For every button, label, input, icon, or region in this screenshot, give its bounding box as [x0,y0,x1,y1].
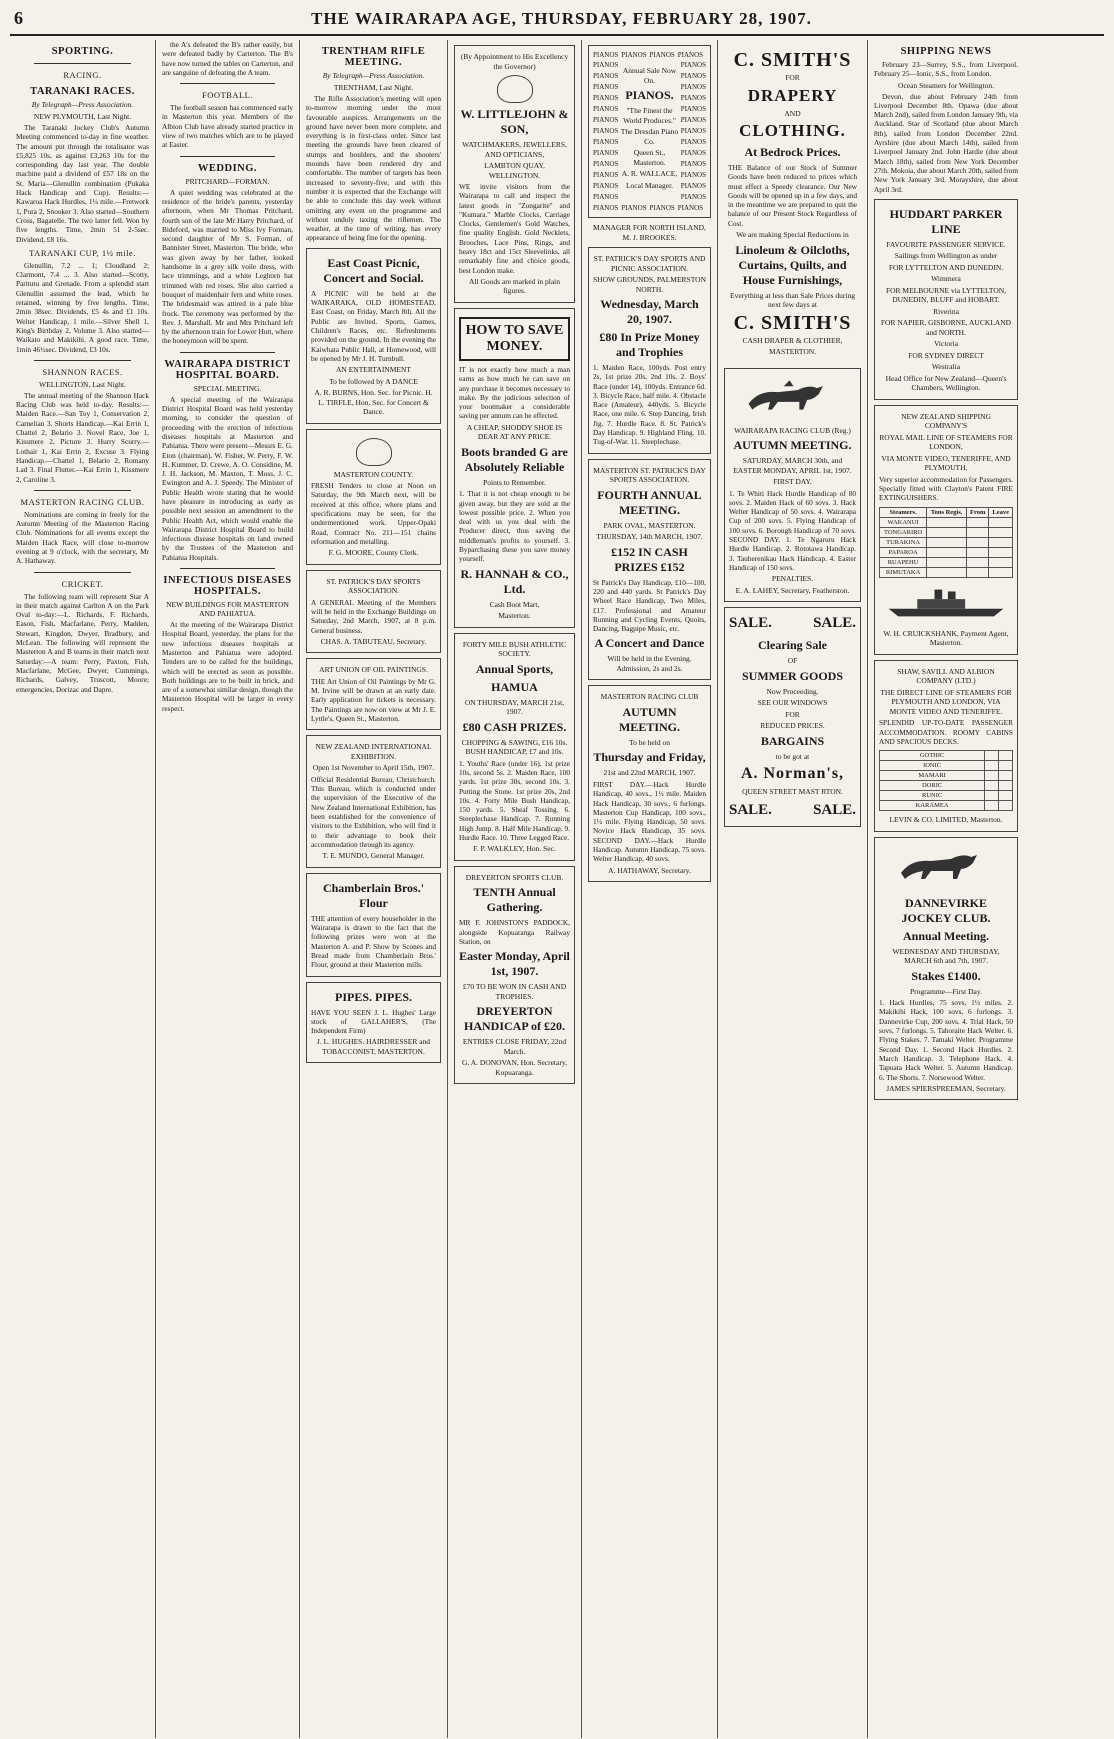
byline: By Telegraph—Press Association. [322,71,425,80]
ad-title: HOW TO SAVE MONEY. [459,317,570,361]
ad-title: HUDDART PARKER LINE [889,206,1003,236]
ad-concert-sub: Will be held in the Evening. Admission, 2s and 2s. [607,654,692,673]
ad-got: to be got at [775,751,810,761]
column-3 [300,40,448,1738]
article-body: The annual meeting of the Shannon Hack Racing Club was held to-day. Results:—Maiden Race.—San Toy 1, Conservation 2, Carnelian 3. Shorts Handicap.—Kai Errin 1, Chattel 2, Belario 3. Novel Race, Joe 1, Kissmere 2, Picture 3. Hurry Scurry.—Lothair 1, Kai Errin 2, Excuse 3. Flying Handicap.—Chattel 1, Belario 2, Romany Lad 3. Final Flutter.—Kai Errin 1, Kissmere 2, Caroline 3. [16,390,149,484]
pianos-word: PIANOS [649,51,675,59]
ad-body: HAVE YOU SEEN J. L. Hughes' Large stock of GALLAHER'S, (The Independent Firm) [311,1007,436,1036]
divider [180,352,275,353]
section-sporting: SPORTING. [51,46,114,57]
ad-signature: E. A. LAHEY, Secretary, Featherston. [735,585,850,595]
wairarapa-racing-ad [724,368,861,603]
ad-date: Wednesday, March 20, 1907. [600,297,699,326]
pianos-word: PIANOS [593,61,619,69]
racehorse-icon [879,845,1013,885]
ad-sub: DREYERTON HANDICAP of £20. [464,1004,565,1034]
ad-first-day: FIRST DAY. [773,477,812,487]
ad-agent: A. R. WALLACE, [621,169,678,178]
ad-tagline: "The Finest the World Produces." [623,106,676,125]
ad-body: WE invite visitors from the Wairarapa to call and inspect the latest goods in "Zongarite" and "Kumara." Marble Clocks, Carriage Clocks, Gentlemen's Gold Watches, fine quality English. Gold Necklets, Brooches, Lace Pins, Rings, and heavy 18ct and 15ct Sleevelinks, all remarkably fine and choice goods, best London make. [459,182,570,275]
pianos-word: PIANOS [593,116,619,124]
infectious-subtitle: NEW BUILDINGS FOR MASTERTON AND PAHIATUA. [166,600,289,619]
ad-title: PIPES. PIPES. [334,989,412,1004]
ad-sub: CHOPPING & SAWING, £16 10s. BUSH HANDICAP, £7 and 10s. [461,737,568,757]
ship-name: TONGARIRO [880,527,927,537]
ad-lino-sub: Everything at less than Sale Prices during next few days at [730,290,855,310]
route: FOR MELBOURNE via LYTTELTON, DUNEDIN, BLUFF and HOBART. [885,285,1007,305]
ship-name: GOTHIC [880,751,985,761]
ship-name: Riverina [933,306,959,316]
ad-title: ST. PATRICK'S DAY SPORTS AND PICNIC ASSOCIATION. [593,254,706,273]
ad-for: FOR [785,709,800,719]
pianos-word: PIANOS [593,160,619,168]
pianos-word: PIANOS [680,72,706,80]
ad-title: NEW ZEALAND INTERNATIONAL EXHIBITION. [315,742,432,761]
ad-signature: T. E. MUNDO, General Manager. [322,851,425,861]
ad-town: MASTERTON. [768,347,817,357]
pianos-word: PIANOS [593,105,619,113]
shipping-title: SHIPPING NEWS [900,46,992,57]
ad-title: W. LITTLEJOHN & SON, [460,107,569,136]
ad-signature: F. G. MOORE, County Clerk. [328,548,419,558]
table-header: From [967,507,989,517]
byline: By Telegraph—Press Association. [31,100,134,109]
dannevirke-ad [874,837,1018,1101]
divider [180,83,275,84]
ad-now: Now Proceeding. [766,686,819,696]
ship-name: Wimmera [931,274,961,284]
pianos-word: PIANOS [593,149,619,157]
column-2 [156,40,300,1738]
ad-close: ENTRIES CLOSE FRIDAY, 22nd March. [462,1037,567,1056]
table-row [880,547,1013,557]
st-patricks-ad [306,570,441,654]
ad-prices: At Bedrock Prices. [744,145,841,159]
pianos-word: PIANOS [593,127,619,135]
dateline: NEW PLYMOUTH, Last Night. [33,112,132,121]
ad-prizes: £70 TO BE WON IN CASH AND TROPHIES. [462,982,567,1001]
article-body: A special meeting of the Wairarapa District Hospital Board was held yesterday morning, to consider the question of proceeding with the erection of infectious diseases hospitals at Masterton and Pahiatua. There were present—Messrs E. G. Eton (chairman), W. Fisher, W. Perry, F. W. H. Kummer, D. Crewe, A. O. Considine, M. J. H. Jackson, M. Maxton, T. Moss, J. C. Ewington and A. J. Speedy. The Minister of Public Health wrote stating that he would have pleasure in introducing as early as possible next session an amendment to the Public Health Act, which would enable the Wairarapa District Hospital Board to build infectious disease hospitals on land owned by the Trustees of the Masterton and Pahiatua Hospitals. [162,394,293,562]
ad-points-head: Points to Remember. [483,477,546,487]
ad-sub: TENTH Annual Gathering. [473,885,556,915]
ship-name: RIMUTAKA [880,567,927,577]
ad-title: ART UNION OF OIL PAINTINGS. [319,665,428,675]
ad-title: PIANOS. [625,88,674,102]
steamers-table [879,507,1013,578]
ship-name: RUAPEHU [880,557,927,567]
ad-points: 1. That it is not cheap enough to be given away, but they are sold at the lowest possible price. 2. When you deal with us you deal with the Producer direct, thus saving the middleman's profits to yourself. 3. Byparchasing these you save money yourself. [459,489,570,564]
route: FOR NAPIER, GISBORNE, AUCKLAND and NORTH. [880,318,1012,337]
ad-place: HAMUA [491,679,538,694]
hospital-subtitle: SPECIAL MEETING. [193,383,262,393]
art-union-ad [306,658,441,730]
pianos-word: PIANOS [680,116,706,124]
dateline: TRENTHAM, Last Night. [333,83,414,92]
ad-title: NEW ZEALAND SHIPPING COMPANY'S [901,411,991,431]
table-header: Steamers. [880,507,927,517]
ad-trade: WATCHMAKERS, JEWELLERS, AND OPTICIANS, [462,140,567,159]
ad-appointment: (By Appointment to His Excellency the Governor) [460,52,569,71]
wedding-title: WEDDING. [197,162,258,174]
article-body: Nominations are coming in freely for the Autumn Meeting of the Masterton Racing Club. Nominations for all events except the Maiden Hack Race, will close to-morrow evening at 9 o'clock, with the secretary, Mr A. Hathaway. [16,509,149,566]
nz-shipping-ad [874,405,1018,655]
article-body: A quiet wedding was celebrated at the residence of the bride's parents, yesterday afternoon, when Mr Thomas Pritchard, fourth son of the late Mr Harry Pritchard, of Bideford, was married to Miss Ivy Forman, second daughter of Mr S. Forman, of Bannister Street, Masterton. The bride, who was given away by her father, looked handsome in a grey silk voile dress, with lace trimmings, and a white Leghorn hat trimmed with red roses. She also carried a bouquet of maidenhair fern and white roses. The bridesmaid was attired in a pale blue frock. The ceremony was performed by the Rev. J. Marshall. Mr and Mrs Pritchard left by the afternoon train for Lower Hutt, where the honeymoon will be spent. [162,187,293,346]
ad-stakes: Stakes £1400. [911,968,981,983]
ship-name: MAMARI [880,771,985,781]
table-row [880,567,1013,577]
pianos-word: PIANOS [621,204,647,212]
ad-title: WAIRARAPA RACING CLUB (Reg.) [734,425,851,435]
pianos-word: PIANOS [680,105,706,113]
divider [34,572,131,573]
ad-footer: All Goods are marked in plain figures. [468,276,561,296]
ship-name: PAPAROA [880,547,927,557]
ad-title: DREYERTON SPORTS CLUB. [465,872,564,882]
ship-name: Victoria [933,339,959,349]
ad-body: Very superior accommodation for Passengers. Specially fitted with Clayton's Patent FIRE EXTINGUISHERS. [879,474,1013,503]
ships-table [879,750,1013,811]
pianos-word: PIANOS [680,94,706,102]
steamship-icon [879,585,1013,619]
table-row [880,781,1013,791]
ad-place: PARK OVAL, MASTERTON. [603,520,696,530]
ad-title: DANNEVIRKE JOCKEY CLUB. [901,895,991,925]
pianos-word: PIANOS [593,72,619,80]
table-row [880,771,1013,781]
ad-body: Official Residential Bureau, Christchurch. This Bureau, which is conducted under the supervision of the Executive of the New Zealand International Exhibition, has been established for the convenience of visitors to the Exhibition, who will find it to their advantage to book their accommodation through its agency. [311,774,436,849]
hospital-title: WAIRARAPA DISTRICT HOSPITAL BOARD. [164,358,291,381]
ad-office: Head Office for New Zealand—Queen's Chambers, Wellington. [885,373,1007,393]
ad-title: MASTERTON ST. PATRICK'S DAY SPORTS ASSOCIATION. [593,465,706,485]
ship-name: TURAKINA [880,537,927,547]
route: FOR SYDNEY DIRECT [908,350,984,360]
article-body: Glenullin, 7.2 ... 1; Cloudland 2; Clarmont, 7.4 ... 3. Also started—Scotty, Paritutu and Grenade. From a splendid start Glenullin assumed the lead, which he retained, winning by five lengths. Time, 2min 38sec. Dividends, £5 4s and £1 10s. Welter Handicap, 1 mile.—Silver Shell 1, King's Birthday 2, Volume 3. Also started—Waikato and Makikihi. A good race. Time, 1min 46½sec. Dividend, £3 10s. [16,260,149,354]
wedding-subtitle: PRITCHARD—FORMAN. [185,176,270,186]
column-1 [10,40,156,1738]
ad-signature: F. P. WALKLEY, Hon. Sec. [473,844,556,854]
ad-body: 1. Te Whiti Hack Hurdle Handicap of 80 sovs. 2. Maiden Hack of 60 sovs. 3. Hack Welter Handicap of 50 sovs. 4. Wairarapa Cup of 200 sovs. 5. Flying Handicap of 100 sovs. 6. Borough Handicap of 70 sovs. SECOND DAY. 1. Te Ngaruru Hack Hurdle Handicap. 2. Rototawa Handicap. 3. Tauherenikau Hack Handicap. 4. Easter Handicap of 150 sovs. [729,488,856,572]
table-row [880,557,1013,567]
forty-mile-ad [454,633,575,861]
ad-sub: Annual Meeting. [902,928,989,943]
taranaki-title: TARANAKI RACES. [30,86,135,97]
infectious-title: INFECTIOUS DISEASES HOSPITALS. [163,575,292,598]
ad-sub: Open 1st November to April 15th, 1907. [312,763,435,773]
ad-subtitle: Boots branded G are Absolutely Reliable [461,444,568,474]
ad-company: The Dresdan Piano Co. [620,127,679,146]
football-title: FOOTBALL. [201,90,253,101]
ad-signature: CHAS. A. TABUTEAU, Secretary. [320,636,427,646]
flour-ad [306,873,441,977]
ad-ground: SHOW GROUNDS, PALMERSTON NORTH. [593,275,707,294]
picnic-ad [306,248,441,424]
masterton-racing-ad [588,685,711,882]
article-body: the A's defeated the B's rather easily, but were defeated badly by Carterton. The B's have now turned the tables on Carterton, and are sanguine of defeating the A team. [162,40,293,77]
article-body: The football season has commenced early in Masterton this year. Members of the Albion Club have already started practice in view of two matches which are to be played at Easter. [162,103,293,150]
ad-sub: AUTUMN MEETING. [618,704,680,734]
ad-date: Thursday and Friday, [593,750,706,765]
ad-body: 1. Youths' Race (under 16). 1st prize 10s, second 5s. 2. Maiden Race, 100 yards. 1st prize 30s, second 10s. 3. Putting the Stone. 1st prize 20s, 2nd 10s. 4. Forty Mile Bush Handicap, 150 yards. 5. Sheaf Tossing. 6. Steeplechase Handicap. 7. Running High Jump. 8. Half Mile Handicap. 9. Hurdle Race. 10. Three Legged Race. [459,758,570,842]
pianos-word: PIANOS [680,83,706,91]
ad-title: ST. PATRICK'S DAY SPORTS ASSOCIATION. [326,576,421,596]
norman-sale-ad [724,607,861,827]
racing-heading: RACING. [63,70,102,80]
ad-firm-town: Masterton. [498,611,531,621]
ad-prizes: £152 IN CASH PRIZES £152 [611,544,688,574]
column-6 [718,40,868,1738]
ad-body: THE Art Union of Oil Paintings by Mr G. M. Irvine will be drawn at an early date. Early application for tickets is necessary. The Paintings are now on view at Mr J. E. Lyttle's, Queen St., Masterton. [311,676,436,724]
shipping-body: February 23—Surrey, S.S., from Liverpool. February 25—Ionic, S.S., from London. [874,60,1018,79]
shaw-savill-ad [874,660,1018,832]
page-number: 6 [14,8,23,28]
ad-street: Queen St., Masterton. [633,148,666,167]
table-header-row [880,507,1013,517]
table-row [880,537,1013,547]
pianos-word: PIANOS [593,193,619,201]
ad-reductions: We are making Special Reductions in [736,230,849,240]
ad-signature: JAMES SPIERSPREEMAN, Secretary. [886,1083,1006,1093]
ad-body: MR F. JOHNSTON'S PADDOCK, alongside Kopuaranga Railway Station, on [459,918,570,946]
table-row [880,801,1013,811]
ship-name: WAKANUI [880,517,927,527]
ad-date: Easter Monday, April 1st, 1907. [459,949,570,979]
masthead-title: THE WAIRARAPA AGE, THURSDAY, FEBRUARY 28, 1907. [311,9,812,28]
ad-sub: AUTUMN MEETING. [733,438,852,453]
pianos-border-bottom [593,203,706,213]
dreyerton-ad [454,866,575,1084]
ad-address: LAMBTON QUAY, WELLINGTON. [484,161,545,180]
ad-body: FRESH Tenders to close at Noon on Saturday, the 9th March next, will be received at this office, where plans and specifications may be seen, for the undermentioned work. Upper-Opaki Road, Contract No. 211—151 chains reformation and metalling. [311,481,436,546]
smith-drapery-ad [724,45,861,363]
ad-bargains: BARGAINS [760,733,825,748]
ad-concert: A Concert and Dance [594,636,705,651]
article-body: The Rifle Association's meeting will open to-morrow morning under the most favourable auspices. Arrangements on the ground have never been more complete, and everything is in first-class order. Since last meeting the grounds have been cleared of stumps and boulders, and the shooters' mounds have been rendered dry and comfortable. The number of targets has been increased to seventy-five, and with this number it is expected that the Exchange will be able to conclude this day week without omitting any event on the programme and without unduly taxing the riflemen. The weather, at the time of writing, has every appearance of being fine for the opening. [306,94,441,243]
sale-row [729,799,856,822]
ad-penalties: PENALTIES. [771,574,814,584]
racehorse-icon [729,376,856,416]
ad-body: St Patrick's Day Handicap, £10—100, 220 and 440 yards. St Patrick's Day Wheel Race Handicap, Two Miles, £17. Professional and Amateur Running and Cycling Events, Quoits, Dancing, Bagpipe Music, etc. [593,577,706,634]
ship-name: IONIC [880,761,985,771]
ad-signature: J. L. HUGHES. HAIRDRESSER and TOBACCONIST, MASTERTON. [316,1037,431,1056]
article-body: At the meeting of the Wairarapa District Hospital Board, yesterday, the plans for the new infectious diseases hospitals at Masterton and Pahiatua were adopted. Tenders are to be called for the buildings, which will be erected as soon as possible. Both buildings are to be built in brick, and are of a somewhat similar design, though the Masterton Hospital will be larger in every respect. [162,620,293,713]
pianos-side-right [681,60,706,203]
ad-clothing: CLOTHING. [739,121,846,140]
taranaki-cup-title: TARANAKI CUP, 1½ mile. [29,247,136,258]
pipes-ad [306,982,441,1064]
ad-sub: AN ENTERTAINMENT [336,365,411,375]
shipping-list: Devon, due about February 24th from Liverpool December 8th. Opawa (due about March 2nd), sailed from London January 9th, via Auckland. Star of Scotland (due about March 8th), sailed from London December 22nd. Ayrshire (due about March 14th), sailed from Liverpool January 2nd. John Hardie (due about March 18th), sailed from New York December 27th. Mokoia, due about March 20th, sailed from New York January 3rd. Morayshire, due about April 3rd. [874,91,1018,194]
table-row [880,761,1013,771]
pianos-word: PIANOS [680,138,706,146]
pianos-word: PIANOS [621,51,647,59]
ad-sub: FAVOURITE PASSENGER SERVICE. [886,239,1006,249]
table-header: Tons Regis. [927,507,967,517]
article-body: The Taranaki Jockey Club's Autumn Meeting commenced to-day in fine weather. The amount put through the totalisator was £5,825 10s, as against £3,263 10s for the corresponding day last year. The double machine paid a dividend of £57 18s on the St. Maria—Glenullin combination (Pukaka Hack Handicap and Cup). Results:—Kawaroa Hack Hurdles, 1¼ mile.—Fretwork 1, Pura 2, Snooker 3. Also started—Southern Cross, Bagatelle. The two latter fell. Won by five lengths. Time, 2min 51 2-5sec. Dividend, £8 16s. [16,123,149,244]
sale-word: SALE. [729,615,772,632]
dateline: WELLINGTON, Last Night. [39,379,126,389]
save-money-ad [454,308,575,628]
divider [34,63,131,64]
manager-line: MANAGER FOR NORTH ISLAND, M. J. BROOKES. [593,223,706,242]
pianos-word: PIANOS [593,171,619,179]
pianos-ad [588,45,711,218]
ad-prizes: £80 CASH PRIZES. [462,719,567,734]
pianos-word: PIANOS [680,149,706,157]
divider [34,490,131,491]
pianos-side-left [593,60,618,203]
ad-body: 1. Hack Hurdles, 75 sovs, 1½ miles. 2. Makikihi Hack, 100 sovs, 6 furlongs. 3. Dannevirke Cup, 200 sovs. 4. Trial Hack, 50 sovs, 7 furlongs. 5. Tahoraite Hack Welter. 6. Flying Stakes. 7. Tamaki Welter. Programme Second Day. 1. Second Hack Hurdles. 2. March Handicap. 3. Telephone Hack. 4. Tapuata Hack Welter. 5. Autumn Handicap. 6. The Shorts. 7. Norsewood Welter. [879,998,1013,1082]
pianos-word: PIANOS [593,138,619,146]
pianos-word: PIANOS [680,182,706,190]
pianos-border-top [593,50,706,60]
ad-date2: 21st and 22nd MARCH, 1907. [603,768,696,778]
masterton-sports-ad [588,459,711,681]
article-body: The following team will represent Star A in their match against Carlton A on the Park Oval to-day:—L. Richards, F. Richards, Eason, Fish, Macfarlane, Perry, Madden, Stewart, Kingdon, Dwyer, Bradbury, and McLean. The following will represent the Masterton A and B teams in their match next Saturday:—A team: Perry, Paxton, Fish, Macfarlane, McGee, Dwyer, Cummings, Richards, Galvey, Truscott, Moore; emergencies, Dorizac and Dapre. [16,591,149,694]
route: FOR LYTTELTON AND DUNEDIN. [888,262,1004,272]
ad-clearing: Clearing Sale [758,638,827,653]
pianos-word: PIANOS [677,204,704,212]
ad-via: VIA MONTE VIDEO, TENERIFFE, AND PLYMOUTH. [881,453,1011,473]
ad-and: AND [784,108,801,118]
ad-agent-title: Local Manager. [625,180,674,190]
ad-slogan: A CHEAP, SHODDY SHOE IS DEAR AT ANY PRICE. [466,422,563,442]
divider [34,360,131,361]
ad-body: SPLENDID UP-TO-DATE PASSENGER ACCOMMODATION. ROOMY CABINS AND SPACIOUS DECKS. [879,718,1013,746]
ad-title: MASTERTON RACING CLUB [600,692,699,702]
pianos-word: PIANOS [593,51,619,59]
columns [10,40,1104,1738]
pianos-word: PIANOS [649,204,675,212]
pianos-word: PIANOS [677,51,704,59]
pianos-word: PIANOS [680,127,706,135]
ad-signature: A. R. BURNS, Hon. Sec. for Picnic. H. L. TIRFLE, Hon. Sec. for Concert & Dance. [314,388,433,417]
masthead [10,6,1104,36]
ad-head: Annual Sports, [475,661,554,676]
ad-firm-sub: Cash Boot Mart, [489,599,540,609]
pianos-word: PIANOS [593,182,619,190]
shannon-title: SHANNON RACES. [42,366,123,377]
ad-date: ON THURSDAY, MARCH 21st, 1907. [464,697,565,717]
ship-name: Westralia [931,362,961,372]
ad-annual: Annual Sale Now On. [622,66,677,85]
ad-body: A GENERAL Meeting of the Members will be held in the Exchange Buildings on Saturday, 2nd March, 1907, at 8 p.m. General business. [311,597,436,635]
ad-firm: R. HANNAH & CO., Ltd. [460,566,569,596]
pianos-word: PIANOS [593,94,619,102]
pianos-word: PIANOS [680,171,706,179]
rifle-title: TRENTHAM RIFLE MEETING. [321,46,426,68]
ad-body: IT is not exactly how much a man earns as how much he can save on any purchase it becomes necessary to make. By the judicious selection of your bootmaker a considerable saving per annum can be effected. [459,364,570,421]
sale-word: SALE. [729,801,772,818]
ad-trade: CASH DRAPER & CLOTHIER, [742,335,843,345]
pianos-body [593,60,706,203]
ad-sub: To be followed by A DANCE [329,376,418,386]
ad-body: 1. Maiden Race, 100yds. Post entry 2s, 1st prize 20s, 2nd 10s. 2. Boys' Race (under 14), 100yds. Entrance 6d. 3. Bicycle Race, half mile. 4. Obstacle Race (Amateur), 440yds. 5. Bicycle Race, one mile. 6. Step Dancing, Irish Jig. 7. Hurdle Race. 8. St. Patrick's Day Handicap. 9. Highland Fling. 10. Tug-of-War. 11. Steeplechase. [593,363,706,447]
ad-sub: ROYAL MAIL LINE OF STEAMERS FOR LONDON, [879,432,1013,452]
ad-title: FORTY MILE BUSH ATHLETIC SOCIETY. [462,639,567,659]
ad-sub: FOURTH ANNUAL MEETING. [597,487,702,517]
column-4 [448,40,582,1738]
ad-agent: W. H. CRUICKSHANK, Payment Agent, Masterton. [883,628,1009,648]
ad-title: C. SMITH'S [733,311,852,334]
sale-row [729,612,856,635]
ad-program: Programme—First Day. [909,986,982,996]
ad-signature: G. A. DONOVAN, Hon. Secretary, Kopuaranga. [462,1058,567,1077]
ship-name: KARAMEA [880,801,985,811]
pianos-word: PIANOS [680,193,706,201]
county-title: MASTERTON COUNTY. [333,469,414,479]
ad-prize: £80 In Prize Money and Trophies [599,330,700,359]
ad-held: To be held on [629,737,670,747]
ad-title: SHAW, SAVILL AND ALBION COMPANY (LTD.) [897,666,995,686]
pianos-word: PIANOS [680,160,706,168]
pianos-center [618,60,680,203]
ad-body: THE Balance of our Stock of Summer Goods have been reduced to prices which must effect a Speedy clearance. Our New Goods will be opened up in a few days, and in the meantime we are prepared to quit the balance of our Present Stock Regardless of Cost. [728,163,857,228]
shipping-sub: Ocean Steamers for Wellington. [898,80,994,90]
crest-icon [356,438,392,466]
st-patricks-sports-ad [588,247,711,454]
ad-reduced: REDUCED PRICES. [760,721,825,731]
ad-date: THURSDAY, 14th MARCH, 1907. [596,532,703,542]
pianos-word: PIANOS [593,204,619,212]
ad-agent: LEVIN & CO. LIMITED, Masterton. [889,815,1003,825]
ad-lino: Linoleum & Oilcloths, Curtains, Quilts, and House Furnishings, [735,242,850,287]
ad-sub: THE DIRECT LINE OF STEAMERS FOR PLYMOUTH AND LONDON, VIA MONTE VIDEO AND TENERIFFE. [880,687,1012,716]
table-header: Leave [989,507,1013,517]
ad-body: THE attention of every householder in the Wairarapa is drawn to the fact that the following prizes were won at the Masterton A. and P. Show by Scones and Bread made from Chamberlain Bros.' Flour, ground at their Masterton mills. [311,913,436,970]
column-7 [868,40,1024,1738]
ad-street: QUEEN STREET MAST RTON. [742,787,843,797]
pianos-word: PIANOS [680,61,706,69]
littlejohn-ad [454,45,575,303]
ad-date: WEDNESDAY AND THURSDAY, MARCH 6th and 7th, 1907. [892,946,1000,966]
divider [180,156,275,157]
cricket-title: CRICKET. [61,578,104,589]
royal-crest-icon [497,75,533,103]
sale-word: SALE. [813,801,856,818]
column-5 [582,40,718,1738]
exhibition-ad [306,735,441,867]
ad-summer: SUMMER GOODS [741,668,843,683]
ad-for: FOR [785,73,800,82]
ad-drapery: DRAPERY [747,85,838,105]
ad-body: A PICNIC will be held at the WAIKARAKA, OLD HOMESTEAD, East Coast, on Friday, March 8th. All the Public are Invited. Sports, Games, Children's Races, etc. Refreshments provided on the ground. In the evening the Kaiwhata Public Hall, at Homewood, will be opened by Mr J. H. Turnbull. [311,288,436,363]
ad-sailings: Sailings from Wellington as under [894,251,998,261]
picnic-title: East Coast Picnic, Concert and Social. [323,255,424,285]
ad-title: C. SMITH'S [733,49,852,71]
ad-body: FIRST DAY.—Hack Hurdle Handicap, 40 sovs., 1½ mile. Maiden Hack Handicap, 30 sovs., 6 furlongs. Masterton Cup Handicap, 100 sovs., 1½ mile. Flying Handicap, 50 sovs. Novice Hack Handicap, 35 sovs. SECOND DAY.—Hack Hurdle Handicap. Autumn Handicap, 75 sovs. Welter Handicap, 40 sovs. [593,779,706,864]
table-row [880,517,1013,527]
table-row [880,527,1013,537]
sale-word: SALE. [813,615,856,632]
huddart-ad [874,199,1018,400]
ad-signature: A. HATHAWAY, Secretary. [608,865,691,875]
masterton-club-title: MASTERTON RACING CLUB. [20,496,145,507]
ad-title: Chamberlain Bros.' Flour [322,880,425,910]
ad-norman: A. Norman's, [740,765,845,783]
ad-date: SATURDAY, MARCH 30th, and EASTER MONDAY, APRIL 1st, 1907. [733,456,852,475]
county-ad [306,429,441,565]
pianos-word: PIANOS [593,83,619,91]
table-row [880,791,1013,801]
ad-of: OF [787,656,798,666]
divider [180,568,275,569]
ship-name: DORIC [880,781,985,791]
table-row [880,751,1013,761]
ad-see: SEE OUR WINDOWS [757,698,828,708]
ship-name: RUNIC [880,791,985,801]
